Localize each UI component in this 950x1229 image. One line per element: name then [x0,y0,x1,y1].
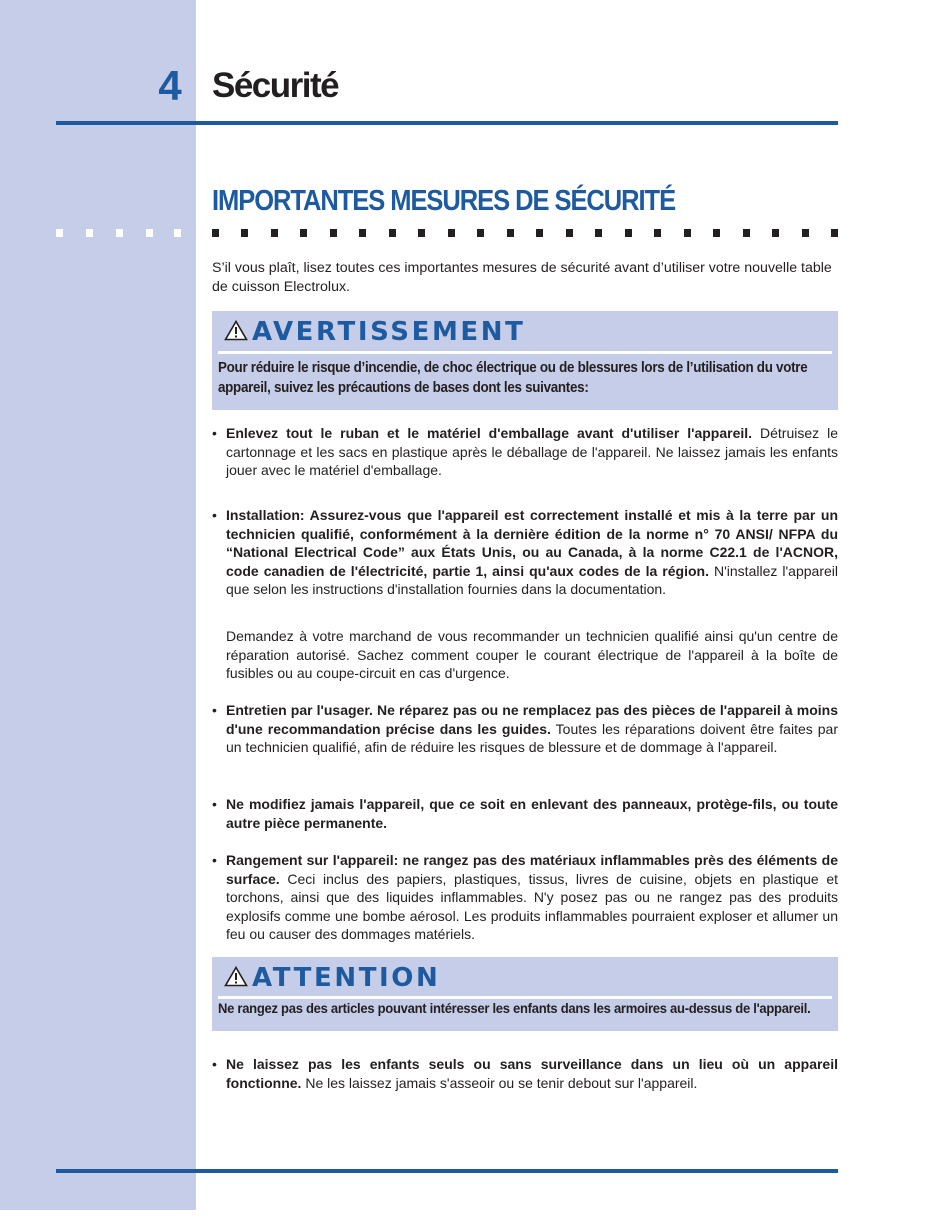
attention-text: Ne rangez pas des articles pouvant intéresser les enfants dans les armoires au-dessus de l'appareil. [218,1000,811,1016]
item-text: N'installez l'appareil que selon les instructions d'installation fournies dans la documentation. [226,562,838,598]
attention-box [212,957,838,1031]
header-rule [56,121,838,125]
list-item [212,506,838,599]
warning-triangle-icon [224,318,248,348]
warning-box [212,311,838,410]
list-bullet: • [212,796,217,812]
item-text: Toutes les réparations doivent être faites par un technicien qualifié, afin de réduire les risques de blessure et de dommage à l'appareil. [226,720,839,756]
list-item [212,627,838,683]
list-item [212,795,838,832]
sidebar-band [0,0,196,1210]
list-bullet: • [212,1056,217,1072]
warning-title-text: AVERTISSEMENT [252,317,526,347]
item-bold-text: Ne modifiez jamais l'appareil, que ce soit en enlevant des panneaux, protège-fils, ou toute autre pièce permanente. [226,796,838,831]
list-bullet: • [212,702,217,718]
list-item [212,851,838,944]
list-item [212,1055,838,1092]
section-heading: IMPORTANTES MESURES DE SÉCURITÉ [212,185,676,217]
item-text: Détruisez le cartonnage et les sacs en plastique après le déballage de l'appareil. Ne laissez jamais les enfants jouer avec le matériel d'emballage. [226,425,839,479]
item-text: Ne les laissez jamais s'asseoir ou se tenir debout sur l'appareil. [301,1074,698,1091]
item-bold-text: Rangement sur l'appareil: ne rangez pas des matériaux inflammables près des éléments de surface. [226,852,838,887]
warning-title [224,317,525,348]
footer-rule [56,1169,838,1173]
warning-divider [218,351,832,354]
page-number: 4 [158,62,182,109]
warning-triangle-icon [224,964,248,994]
attention-title [224,963,440,994]
item-bold-text: Enlevez tout le ruban et le matériel d'emballage avant d'utiliser l'appareil. [226,425,753,441]
list-bullet: • [212,852,217,868]
list-bullet: • [212,507,217,523]
item-bold-text: Entretien par l'usager. Ne réparez pas ou ne remplacez pas des pièces de l'appareil à moins d'une recommandation précise dans les guides. [226,702,838,737]
attention-title-text: ATTENTION [252,963,441,993]
item-text: Ceci inclus des papiers, plastiques, tissus, livres de cuisine, objets en plastique et torchons, ainsi que des liquides inflammables. N'y posez pas ou ne rangez pas des produits explosifs comme une bombe aérosol. Les produits inflammables pourraient exploser et allumer un feu ou causer des dommages matériels. [226,870,838,943]
item-bold-text: Installation: Assurez-vous que l'appareil est correctement installé et mis à la terre par un technicien qualifié, conformément à la dernière édition de la norme n° 70 ANSI/ NFPA du “National Electrical Code” aux États Unis, ou au Canada, à la norme C22.1 de l'ACNOR, code canadien de l'électricité, partie 1, ainsi qu'aux codes de la région. [226,507,838,579]
intro-paragraph: S’il vous plaît, lisez toutes ces importantes mesures de sécurité avant d’utiliser votre nouvelle table de cuisson Electrolux. [212,260,832,295]
chapter-title: Sécurité [212,66,339,105]
list-item [212,701,838,757]
list-item [212,424,838,480]
item-text: Demandez à votre marchand de vous recommander un technicien qualifié ainsi qu'un centre de réparation autorisé. Sachez comment couper le courant électrique de l'appareil à la boîte de fusibles ou au coupe-circuit en cas d'urgence. [226,628,838,682]
warning-text: Pour réduire le risque d’incendie, de choc électrique ou de blessures lors de l’utilisation du votre appareil, suivez les précautions de bases dont les suivantes: [218,360,808,396]
item-bold-text: Ne laissez pas les enfants seuls ou sans surveillance dans un lieu où un appareil fonctionne. [226,1056,838,1091]
list-bullet: • [212,425,217,441]
